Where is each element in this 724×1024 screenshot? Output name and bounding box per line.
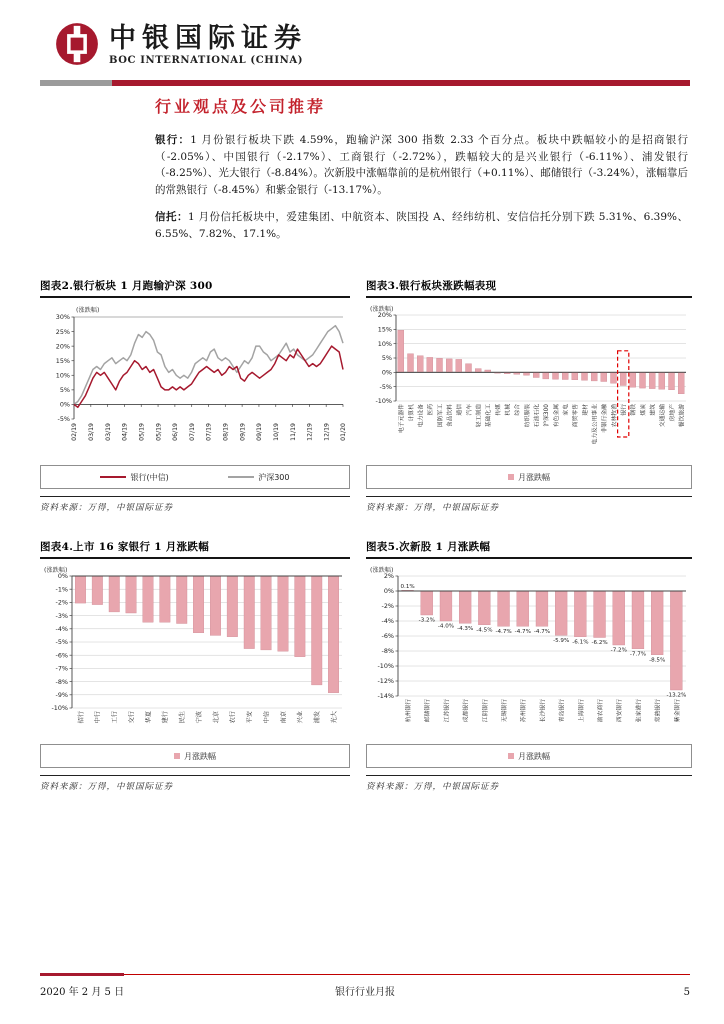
- bar-value-label: -3.2%: [418, 617, 435, 624]
- category-label: 电子元器件: [399, 404, 406, 433]
- y-axis-unit-label: (涨跌幅): [44, 567, 68, 574]
- bar: [408, 354, 414, 373]
- bar: [417, 356, 423, 373]
- bar: [533, 372, 539, 377]
- bar: [478, 591, 490, 625]
- category-label: 轻工制造: [476, 404, 483, 428]
- legend-square-swatch: [174, 753, 180, 759]
- svg-text:20%: 20%: [377, 311, 392, 320]
- category-label: 华夏: [145, 711, 153, 724]
- category-label: 北京: [212, 711, 220, 724]
- bar: [659, 372, 665, 389]
- bank-highlight-box: [618, 351, 629, 437]
- category-label: 纺织服装: [524, 404, 531, 428]
- bar: [632, 591, 644, 649]
- category-label: 农行: [229, 711, 237, 724]
- category-label: 有色金属: [553, 404, 560, 428]
- category-label: 邮储银行: [425, 699, 432, 723]
- svg-text:-6%: -6%: [381, 632, 394, 641]
- bar: [440, 591, 452, 621]
- figure-5-block: [366, 539, 692, 792]
- divider-gray-segment: [40, 80, 112, 86]
- category-label: 商贸零售: [573, 404, 580, 428]
- svg-text:-1%: -1%: [55, 585, 68, 594]
- figure-4-block: [40, 539, 350, 792]
- svg-text:-5%: -5%: [379, 382, 392, 391]
- figure-5-title: 图表5.次新股 1 月涨跌幅: [366, 539, 692, 559]
- svg-text:09/19: 09/19: [239, 423, 247, 441]
- bar: [669, 372, 675, 390]
- bar: [630, 372, 636, 387]
- svg-text:04/19: 04/19: [121, 423, 129, 441]
- bar-value-label: -4.3%: [457, 625, 474, 632]
- svg-text:-6%: -6%: [55, 651, 68, 660]
- category-label: 浦发: [314, 711, 322, 724]
- svg-text:-10%: -10%: [377, 662, 394, 671]
- category-label: 成都银行: [463, 699, 470, 723]
- svg-text:05/19: 05/19: [138, 423, 146, 441]
- category-label: 宁波: [196, 711, 203, 724]
- svg-text:2%: 2%: [383, 572, 394, 581]
- category-label: 建材: [582, 404, 589, 416]
- line-series: [74, 326, 343, 405]
- figure-3-chart: [366, 303, 692, 463]
- bar-value-label: -5.9%: [553, 637, 570, 644]
- category-label: 民生: [179, 711, 187, 724]
- category-label: 张家港行: [636, 699, 643, 723]
- charts-grid: [40, 278, 692, 792]
- svg-text:5%: 5%: [59, 386, 70, 395]
- bar: [295, 576, 306, 657]
- legend-line-swatch: [228, 476, 254, 479]
- svg-text:-7%: -7%: [55, 664, 68, 673]
- figure-3-source: 资料来源：万得，中银国际证券: [366, 496, 692, 513]
- category-label: 长沙银行: [540, 699, 547, 723]
- svg-text:0%: 0%: [59, 400, 70, 409]
- bar: [312, 576, 323, 685]
- category-label: 南京: [280, 711, 288, 724]
- svg-text:08/19: 08/19: [222, 423, 230, 441]
- figure-3-legend: [366, 465, 692, 489]
- category-label: 中信: [263, 711, 271, 724]
- bar-value-label: -8.5%: [649, 657, 666, 664]
- svg-text:15%: 15%: [377, 325, 392, 334]
- bar: [278, 576, 289, 651]
- bar: [498, 591, 510, 626]
- bar: [92, 576, 103, 605]
- bar: [427, 357, 433, 372]
- category-label: 房地产: [669, 404, 676, 422]
- bar: [210, 576, 221, 635]
- svg-text:02/19: 02/19: [71, 423, 79, 441]
- commentary-text: [155, 132, 688, 253]
- category-label: 国防军工: [437, 404, 444, 428]
- bar: [555, 591, 567, 635]
- svg-text:-5%: -5%: [55, 638, 68, 647]
- category-label: 渝农商行: [598, 699, 604, 723]
- boc-logo-icon: [55, 22, 99, 66]
- report-header: [55, 22, 690, 66]
- svg-text:10/19: 10/19: [272, 423, 280, 441]
- svg-text:20%: 20%: [55, 342, 70, 351]
- category-label: 通信: [457, 404, 464, 416]
- svg-text:-12%: -12%: [377, 677, 394, 686]
- trust-commentary-paragraph: [155, 209, 688, 242]
- category-label: 平安: [246, 711, 254, 724]
- category-label: 兴业: [297, 711, 305, 724]
- svg-text:07/19: 07/19: [188, 423, 196, 441]
- bar: [466, 364, 472, 373]
- report-footer: [40, 972, 690, 998]
- bar: [613, 591, 625, 645]
- bar: [572, 372, 578, 380]
- bar: [620, 372, 626, 385]
- category-label: 综合: [515, 404, 522, 416]
- category-label: 计算机: [408, 404, 415, 422]
- category-label: 上海银行: [578, 699, 585, 723]
- svg-text:10%: 10%: [55, 371, 70, 380]
- bank-lead: 银行：: [155, 134, 191, 146]
- svg-text:12/19: 12/19: [323, 423, 331, 441]
- svg-text:03/19: 03/19: [88, 423, 96, 441]
- category-label: 沪深300: [544, 404, 551, 427]
- bar: [594, 591, 606, 638]
- bank-commentary-paragraph: [155, 132, 688, 198]
- figure-2-title: 图表2.银行板块 1 月跑输沪深 300: [40, 278, 350, 298]
- svg-text:15%: 15%: [55, 356, 70, 365]
- svg-text:5%: 5%: [381, 354, 392, 363]
- footer-page-number: 5: [683, 987, 690, 998]
- svg-text:-4%: -4%: [381, 617, 394, 626]
- svg-text:0%: 0%: [383, 587, 394, 596]
- svg-text:-14%: -14%: [377, 692, 394, 701]
- bar: [109, 576, 120, 612]
- bar: [160, 576, 171, 622]
- legend-label: 月涨跌幅: [518, 472, 550, 482]
- category-label: 农林牧渔: [611, 404, 618, 428]
- bar: [244, 576, 255, 649]
- bar-value-label: -13.2%: [666, 692, 687, 699]
- category-label: 无锡银行: [502, 699, 508, 723]
- svg-text:-2%: -2%: [55, 598, 68, 607]
- bar: [143, 576, 154, 622]
- figure-3-plot: [366, 303, 692, 463]
- legend-label: 沪深300: [258, 472, 290, 482]
- footer-doc-title: 银行行业月报: [335, 987, 395, 998]
- bar: [421, 591, 433, 615]
- svg-text:11/19: 11/19: [289, 423, 297, 441]
- svg-text:10%: 10%: [377, 339, 392, 348]
- svg-text:-8%: -8%: [381, 647, 394, 656]
- svg-text:0%: 0%: [381, 368, 392, 377]
- bar: [126, 576, 137, 613]
- y-axis-unit-label: (涨跌幅): [76, 307, 100, 314]
- brand-name-cn: 中银国际证券: [109, 23, 307, 54]
- figure-4-plot: [40, 564, 350, 742]
- figure-3-block: [366, 278, 692, 513]
- bar: [459, 591, 471, 623]
- figure-2-block: [40, 278, 350, 513]
- category-label: 建筑: [650, 404, 657, 416]
- footer-date: 2020 年 2 月 5 日: [40, 987, 125, 998]
- figure-4-title: 图表4.上市 16 家银行 1 月涨跌幅: [40, 539, 350, 559]
- svg-text:-9%: -9%: [55, 691, 68, 699]
- category-label: 交通运输: [660, 404, 667, 428]
- svg-text:-8%: -8%: [55, 677, 68, 686]
- legend-line-swatch: [100, 476, 126, 479]
- figure-2-chart: [40, 303, 350, 463]
- figure-5-legend: [366, 744, 692, 768]
- bar-value-label: -4.7%: [533, 628, 551, 635]
- bar: [562, 372, 568, 379]
- bar-value-label: -7.2%: [610, 647, 627, 654]
- bank-text: 1 月份银行板块下跌 4.59%，跑输沪深 300 指数 2.33 个百分点。板块中跌幅较小的是招商银行（-2.05%）、中国银行（-2.17%）、工商银行（-2.72%），跌幅较大的是兴业银行（-6.11%）、浦发银行（-8.25%）、光大银行（-8.84%）。次新股中涨幅靠前的是杭州银行（+0.11%）、邮储银行（-3.24%），涨幅靠后的常熟银行（-8.45%）和紫金银行（-13.17%）。: [155, 134, 689, 196]
- category-label: 交行: [128, 711, 136, 724]
- y-axis-unit-label: (涨跌幅): [370, 567, 394, 574]
- footer-divider-thin-segment: [124, 974, 690, 975]
- y-axis-unit-label: (涨跌幅): [370, 306, 394, 313]
- bar: [678, 372, 684, 394]
- bar: [601, 372, 607, 381]
- bar-value-label: -4.7%: [495, 628, 512, 635]
- category-label: 电力设备: [418, 404, 425, 428]
- category-label: 建行: [162, 711, 170, 724]
- category-label: 基础化工: [486, 404, 493, 428]
- header-divider: [40, 80, 690, 86]
- category-label: 餐饮旅游: [679, 404, 686, 428]
- bar: [456, 359, 462, 372]
- category-label: 江阴银行: [482, 699, 489, 723]
- svg-text:-10%: -10%: [51, 704, 68, 713]
- category-label: 钢铁: [631, 404, 638, 416]
- bar-value-label: -4.7%: [514, 628, 531, 635]
- legend-label: 月涨跌幅: [184, 751, 216, 761]
- category-label: 食品饮料: [447, 404, 454, 428]
- trust-text: 1 月份信托板块中，爱建集团、中航资本、陕国投 A、经纬纺机、安信信托分别下跌 5.31%、6.39%、6.55%、7.82%、17.1%。: [155, 211, 688, 240]
- category-label: 家电: [563, 404, 570, 416]
- bar-value-label: -7.7%: [629, 651, 647, 658]
- bar-value-label: -4.0%: [437, 623, 455, 630]
- bar: [261, 576, 272, 650]
- category-label: 光大: [331, 711, 338, 724]
- bar: [75, 576, 86, 603]
- bar: [611, 372, 617, 383]
- legend-item: [508, 472, 550, 483]
- brand-name-en: BOC INTERNATIONAL (CHINA): [109, 54, 304, 66]
- figure-4-chart: [40, 564, 350, 742]
- svg-text:06/19: 06/19: [172, 423, 180, 441]
- figure-5-chart: [366, 564, 692, 742]
- bar: [193, 576, 204, 633]
- figure-5-source: 资料来源：万得，中银国际证券: [366, 775, 692, 792]
- svg-text:12/19: 12/19: [306, 423, 314, 441]
- svg-text:-5%: -5%: [57, 415, 70, 424]
- divider-red-segment: [112, 80, 690, 86]
- figure-3-title: 图表3.银行板块涨跌幅表现: [366, 278, 692, 298]
- svg-text:-10%: -10%: [375, 397, 392, 406]
- bar: [177, 576, 188, 624]
- category-label: 传媒: [495, 404, 502, 416]
- svg-text:-4%: -4%: [55, 625, 68, 633]
- figure-2-legend: [40, 465, 350, 489]
- category-label: 电力及公用事业: [592, 404, 599, 445]
- bar: [328, 576, 339, 693]
- bar-value-label: -6.1%: [572, 639, 589, 646]
- trust-lead: 信托：: [155, 211, 188, 223]
- category-label: 石油石化: [534, 404, 541, 428]
- category-label: 青岛银行: [559, 699, 566, 723]
- category-label: 紫金银行: [674, 699, 681, 723]
- legend-item: [228, 472, 289, 483]
- bar: [670, 591, 682, 690]
- bar: [582, 372, 588, 380]
- svg-text:09/19: 09/19: [256, 423, 264, 441]
- category-label: 中行: [94, 711, 102, 724]
- legend-item: [508, 751, 550, 762]
- legend-label: 月涨跌幅: [518, 751, 550, 761]
- legend-label: 银行(中信): [130, 472, 169, 482]
- bar-value-label: -6.2%: [591, 640, 608, 646]
- bar: [543, 372, 549, 379]
- bar: [398, 330, 404, 372]
- category-label: 医药: [428, 404, 435, 416]
- legend-item: [100, 472, 168, 483]
- bar: [591, 372, 597, 381]
- category-label: 招行: [77, 711, 85, 724]
- category-label: 工行: [111, 711, 119, 724]
- bar: [475, 369, 481, 373]
- category-label: 苏州银行: [521, 699, 528, 723]
- category-label: 江苏银行: [444, 699, 451, 723]
- category-label: 银行: [621, 404, 628, 416]
- figure-5-plot: [366, 564, 692, 742]
- footer-divider: [40, 972, 690, 976]
- svg-text:05/19: 05/19: [155, 423, 163, 441]
- legend-square-swatch: [508, 474, 514, 480]
- svg-text:0%: 0%: [57, 572, 68, 581]
- bar: [574, 591, 586, 637]
- bar: [446, 359, 452, 373]
- category-label: 非银行金融: [602, 404, 609, 433]
- svg-text:30%: 30%: [55, 313, 70, 322]
- legend-square-swatch: [508, 753, 514, 759]
- bar: [227, 576, 238, 637]
- category-label: 常熟银行: [655, 699, 662, 723]
- figure-4-legend: [40, 744, 350, 768]
- category-label: 汽车: [466, 404, 473, 416]
- figure-4-source: 资料来源：万得，中银国际证券: [40, 775, 350, 792]
- category-label: 煤炭: [640, 404, 647, 416]
- bar: [437, 358, 443, 372]
- svg-text:01/20: 01/20: [340, 423, 348, 441]
- svg-text:03/19: 03/19: [104, 423, 112, 441]
- page-title: 行业观点及公司推荐: [155, 97, 327, 116]
- svg-text:-3%: -3%: [55, 611, 68, 620]
- svg-text:25%: 25%: [55, 327, 70, 336]
- bar: [649, 372, 655, 388]
- figure-2-plot: [40, 303, 350, 463]
- svg-text:-2%: -2%: [381, 602, 394, 611]
- bar: [517, 591, 529, 626]
- svg-text:07/19: 07/19: [205, 423, 213, 441]
- category-label: 西安银行: [617, 699, 624, 723]
- figure-2-source: 资料来源：万得，中银国际证券: [40, 496, 350, 513]
- bar: [651, 591, 663, 655]
- bar-value-label: 0.1%: [400, 583, 415, 590]
- bar: [553, 372, 559, 379]
- category-label: 机械: [505, 404, 512, 416]
- category-label: 杭州银行: [406, 699, 412, 723]
- bar-value-label: -4.5%: [476, 627, 493, 634]
- footer-divider-thick-segment: [40, 973, 124, 976]
- bar: [640, 372, 646, 388]
- bar: [536, 591, 548, 626]
- legend-item: [174, 751, 216, 762]
